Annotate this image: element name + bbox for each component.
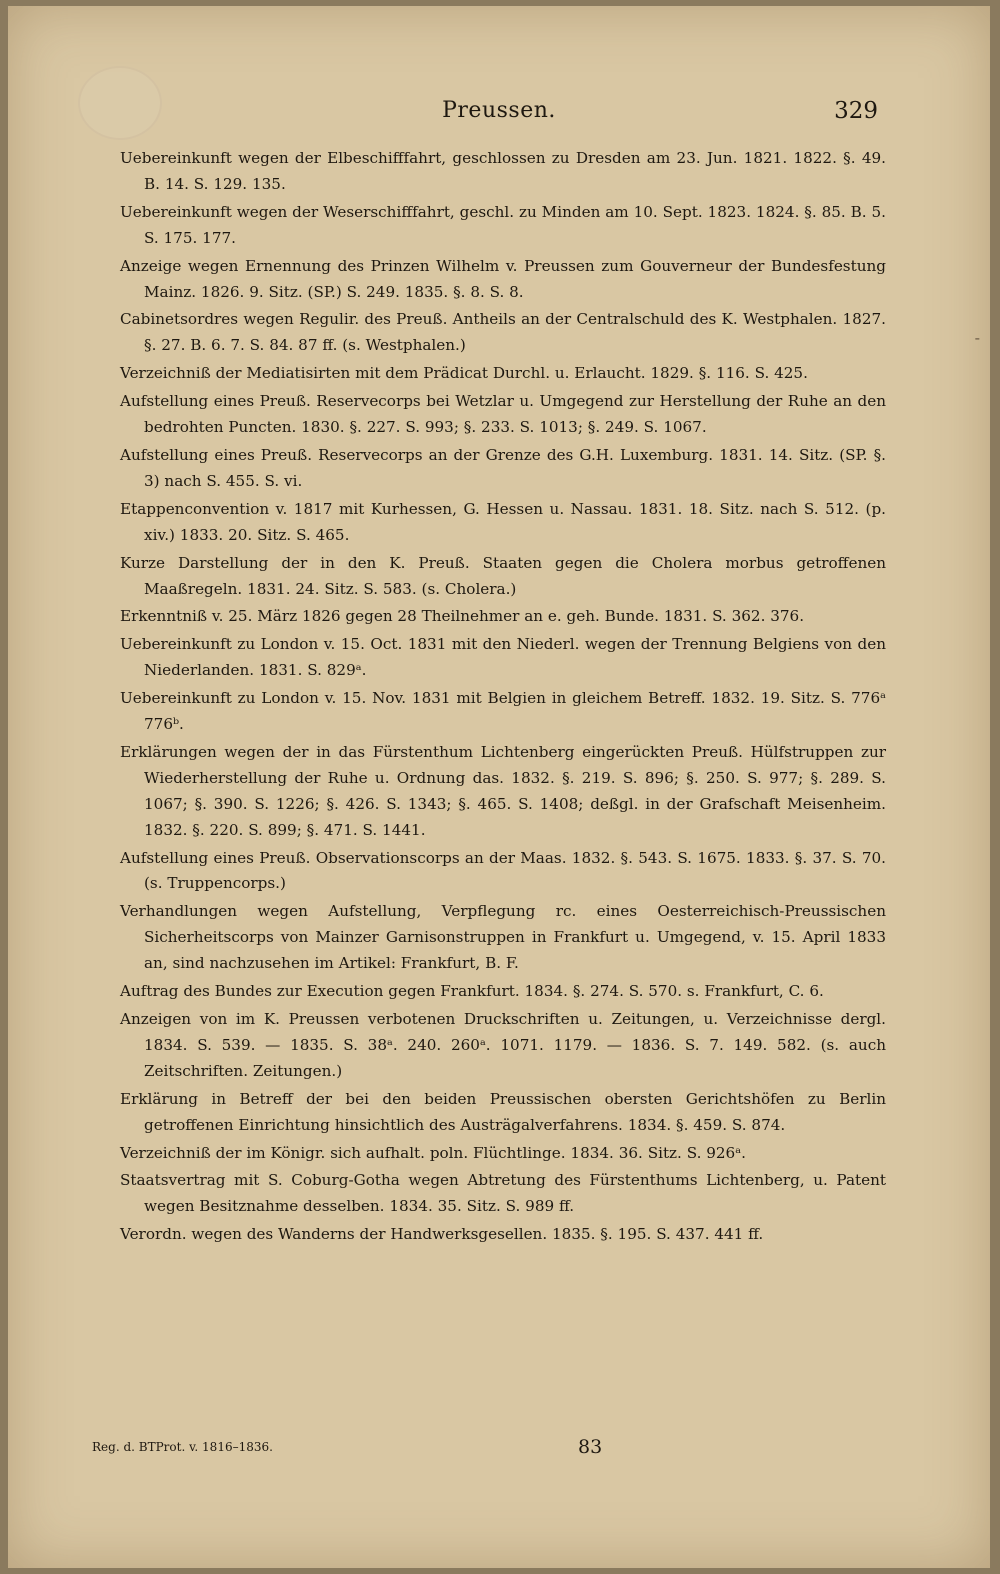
index-entry: Etappenconvention v. 1817 mit Kurhessen, G. Hessen u. Nassau. 1831. 18. Sitz. nach S. 512. (p. xiv.) 1833. 20. Sitz. S. 465. xyxy=(120,499,886,544)
index-entry: Uebereinkunft zu London v. 15. Oct. 1831 mit den Niederl. wegen der Trennung Belgiens von den Niederlanden. 1831. S. 829ᵃ. xyxy=(120,635,886,680)
index-entry: Aufstellung eines Preuß. Reservecorps an der Grenze des G.H. Luxemburg. 1831. 14. Sitz. (SP. §. 3) nach S. 455. S. vi. xyxy=(120,445,886,490)
index-entry: Verzeichniß der im Königr. sich aufhalt. poln. Flüchtlinge. 1834. 36. Sitz. S. 926ᵃ. xyxy=(120,1143,746,1162)
index-entry: Verzeichniß der Mediatisirten mit dem Prädicat Durchl. u. Erlaucht. 1829. §. 116. S. 425. xyxy=(120,364,808,383)
index-entry: Verhandlungen wegen Aufstellung, Verpflegung rc. eines Oesterreichisch-Preussischen Sicherheitscorps von Mainzer Garnisonstruppen in Frankfurt u. Umgegend, v. 15. April 1833 an, sind nachzusehen im Artikel: Frankfurt, B. F. xyxy=(120,902,886,973)
document-page xyxy=(8,6,990,1568)
index-entry: Erklärungen wegen der in das Fürstenthum Lichtenberg eingerückten Preuß. Hülfstruppen zur Wiederherstellung der Ruhe u. Ordnung das. 1832. §. 219. S. 896; §. 250. S. 977; §. 289. S. 1067; §. 390. S. 1226; §. 426. S. 1343; §. 465. S. 1408; deßgl. in der Grafschaft Meisenheim. 1832. §. 220. S. 899; §. 471. S. 1441. xyxy=(120,742,886,839)
index-entry: Aufstellung eines Preuß. Reservecorps bei Wetzlar u. Umgegend zur Herstellung der Ruhe an den bedrohten Puncten. 1830. §. 227. S. 993; §. 233. S. 1013; §. 249. S. 1067. xyxy=(120,392,886,437)
footer-reference: Reg. d. BTProt. v. 1816–1836. xyxy=(92,1440,273,1454)
index-entry: Aufstellung eines Preuß. Observationscorps an der Maas. 1832. §. 543. S. 1675. 1833. §. 37. S. 70. (s. Truppencorps.) xyxy=(120,848,886,893)
page-header xyxy=(8,96,990,136)
index-entry: Verordn. wegen des Wanderns der Handwerksgesellen. 1835. §. 195. S. 437. 441 ff. xyxy=(120,1225,764,1244)
page-number: 329 xyxy=(834,98,878,124)
index-entries xyxy=(120,146,886,1250)
index-entry: Staatsvertrag mit S. Coburg-Gotha wegen Abtretung des Fürstenthums Lichtenberg, u. Patent wegen Besitznahme desselben. 1834. 35. Sitz. S. 989 ff. xyxy=(120,1171,886,1216)
index-entry: Auftrag des Bundes zur Execution gegen Frankfurt. 1834. §. 274. S. 570. s. Frankfurt, C. 6. xyxy=(120,982,824,1001)
index-entry: Anzeigen von im K. Preussen verbotenen Druckschriften u. Zeitungen, u. Verzeichnisse dergl. 1834. S. 539. — 1835. S. 38ᵃ. 240. 260ᵃ. 1071. 1179. — 1836. S. 7. 149. 582. (s. auch Zeitschriften. Zeitungen.) xyxy=(120,1010,886,1080)
index-entry: Kurze Darstellung der in den K. Preuß. Staaten gegen die Cholera morbus getroffenen Maaßregeln. 1831. 24. Sitz. S. 583. (s. Cholera.) xyxy=(120,553,886,598)
index-entry: Uebereinkunft wegen der Weserschifffahrt, geschl. zu Minden am 10. Sept. 1823. 1824. §. 85. B. 5. S. 175. 177. xyxy=(120,202,886,247)
index-entry: Cabinetsordres wegen Regulir. des Preuß. Antheils an der Centralschuld des K. Westphalen. 1827. §. 27. B. 6. 7. S. 84. 87 ff. (s. Westphalen.) xyxy=(120,310,886,355)
index-entry: Erklärung in Betreff der bei den beiden Preussischen obersten Gerichtshöfen zu Berlin getroffenen Einrichtung hinsichtlich des Austrägalverfahrens. 1834. §. 459. S. 874. xyxy=(120,1089,886,1134)
index-entry: Uebereinkunft zu London v. 15. Nov. 1831 mit Belgien in gleichem Betreff. 1832. 19. Sitz. S. 776ᵃ 776ᵇ. xyxy=(120,689,886,734)
index-entry: Erkenntniß v. 25. März 1826 gegen 28 Theilnehmer an e. geh. Bunde. 1831. S. 362. 376. xyxy=(120,607,805,626)
index-entry: Anzeige wegen Ernennung des Prinzen Wilhelm v. Preussen zum Gouverneur der Bundesfestung Mainz. 1826. 9. Sitz. (SP.) S. 249. 1835. §. 8. S. 8. xyxy=(120,256,886,301)
margin-mark: - xyxy=(974,328,980,347)
page-footer xyxy=(8,1436,990,1466)
signature-mark: 83 xyxy=(578,1436,603,1458)
index-entry: Uebereinkunft wegen der Elbeschifffahrt, geschlossen zu Dresden am 23. Jun. 1821. 1822. §. 49. B. 14. S. 129. 135. xyxy=(120,149,886,193)
running-head: Preussen. xyxy=(442,98,556,123)
